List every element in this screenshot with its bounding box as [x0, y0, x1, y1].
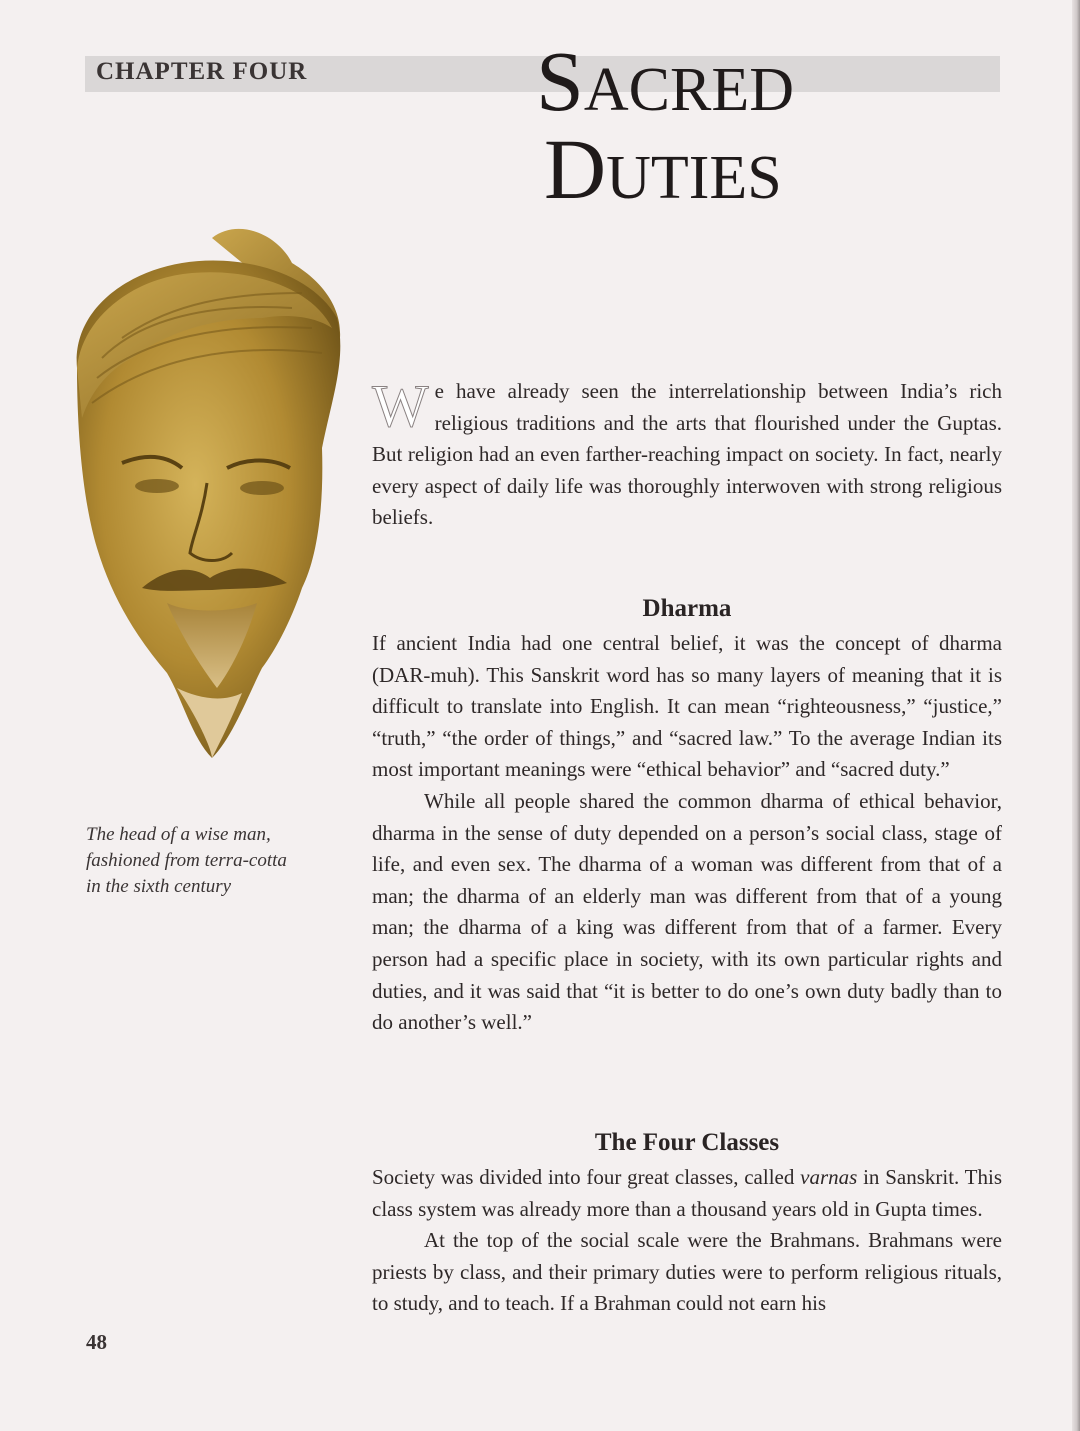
caption-line: in the sixth century [86, 876, 232, 897]
intro-block [372, 373, 1002, 534]
page-edge [1072, 0, 1080, 1431]
body-paragraph: At the top of the social scale were the Brahmans. Brahmans were priests by class, and their primary duties were to perform religious rituals, to study, and to teach. If a Brahman could not earn his [372, 1228, 1002, 1316]
section-dharma [372, 592, 1002, 1039]
intro-paragraph [372, 373, 1002, 534]
italic-term: varnas [800, 1165, 858, 1189]
section-heading: Dharma [642, 595, 732, 622]
figure-caption [86, 822, 326, 900]
caption-line: fashioned from terra-cotta [86, 850, 287, 871]
title-line-2: DUTIES [544, 121, 782, 217]
body-paragraph: While all people shared the common dharma of ethical behavior, dharma in the sense of duty depended on a person’s social class, stage of life, and even sex. The dharma of a woman was different from that of a man; the dharma of an elderly man was different from that of a young man; the dharma of a king was different from that of a farmer. Every person had a specific place in society, with its own particular rights and duties, and it was said that “it is better to do one’s own duty badly than to do another’s well.” [372, 788, 1002, 1035]
caption-line: The head of a wise man, [86, 824, 271, 845]
drop-cap: W [372, 373, 429, 439]
chapter-label: CHAPTER FOUR [96, 58, 308, 85]
intro-text: e have already seen the interrelationship between India’s rich religious traditions and the arts that flourished under the Guptas. But religion had an even farther-reaching impact on society. In fact, nearly every aspect of daily life was thoroughly interwoven with strong religious beliefs. [372, 379, 1002, 530]
body-paragraph: If ancient India had one central belief, it was the concept of dharma (DAR-muh). This Sanskrit word has so many layers of meaning that it is difficult to translate into English. It can mean “righteousness,” “justice,” “truth,” “the order of things,” and “sacred law.” To the average Indian its most important meanings were “ethical behavior” and “sacred duty.” [372, 631, 1002, 782]
page-number: 48 [86, 1330, 107, 1354]
body-paragraph: Society was divided into four great classes, called varnas in Sanskrit. This class system was already more than a thousand years old in Gupta times. [372, 1165, 1003, 1221]
title-line-1: SACRED [536, 33, 794, 129]
section-heading: The Four Classes [594, 1129, 780, 1156]
terra-cotta-head-image [62, 218, 344, 763]
chapter-title [536, 33, 794, 217]
section-four-classes [372, 1126, 1002, 1320]
